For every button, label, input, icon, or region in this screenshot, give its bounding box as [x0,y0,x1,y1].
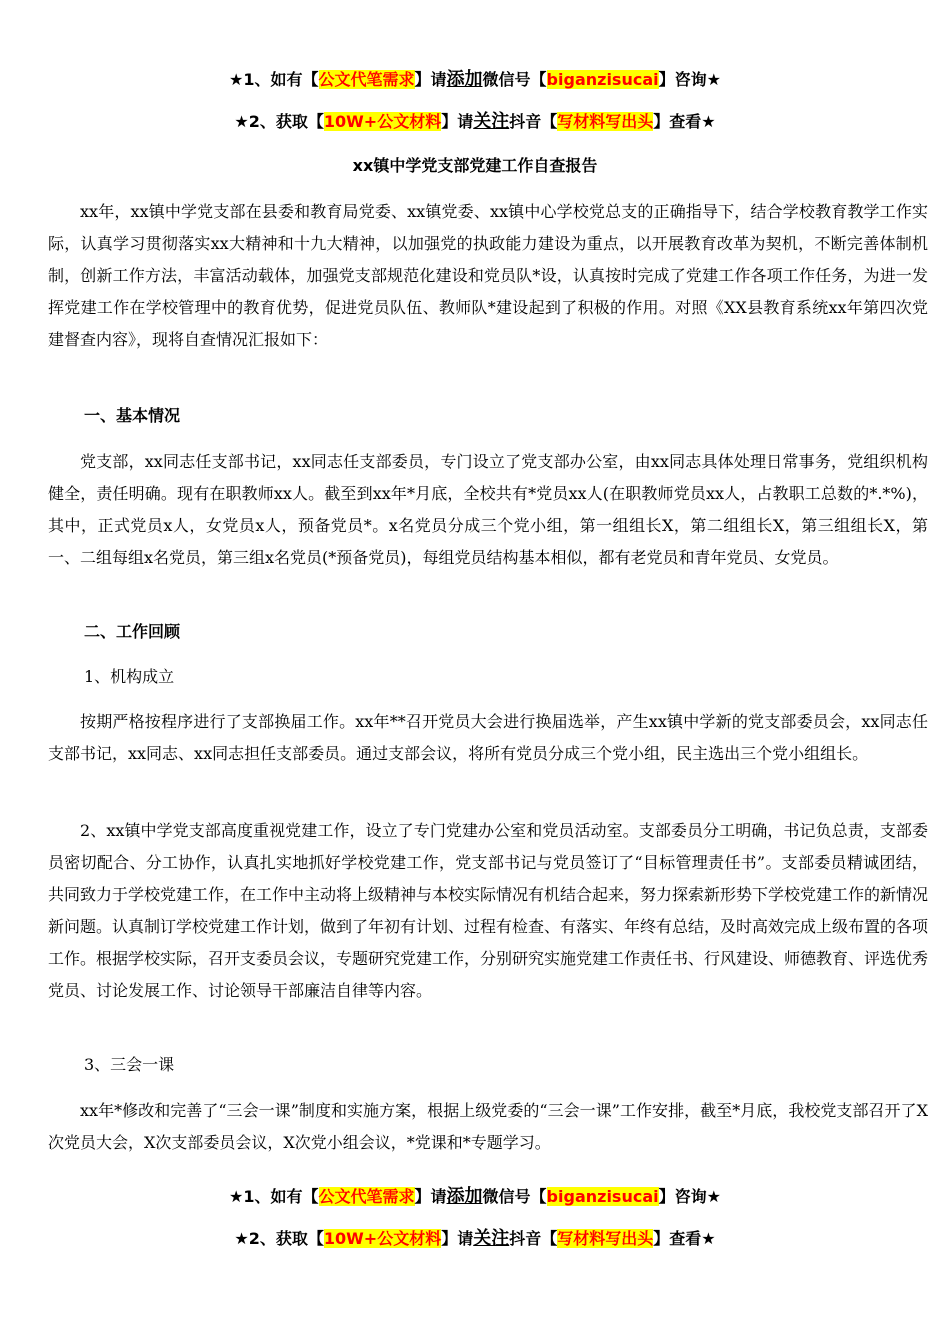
promo-text: 】请 [441,112,474,131]
promo-text: 抖音【 [509,112,558,131]
promo-text: ★2、获取【 [234,1229,324,1248]
paragraph-organization: 按期严格按程序进行了支部换届工作。xx年**召开党员大会进行换届选举，产生xx镇中学新的党支部委员会，xx同志任支部书记，xx同志、xx同志担任支部委员。通过支部会议，将所有党员分成三个党小组，民主选出三个党小组组长。 [48,712,928,763]
promo-text: 】查看★ [653,1229,716,1248]
promo-text: 微信号【 [482,70,547,89]
subheading-three-meetings: 3、三会一课 [84,1055,175,1074]
promo-text: ★2、获取【 [234,112,324,131]
promo-text: 】咨询★ [658,70,721,89]
promo-text: 】请 [414,70,447,89]
promo-line-1-bottom [0,1185,950,1209]
section-heading-basic: 一、基本情况 [84,406,181,425]
subheading-organization: 1、机构成立 [84,667,175,686]
promo-underline: 关注 [473,1228,510,1249]
promo-highlight: 10W+公文材料 [323,1229,442,1248]
promo-underline: 添加 [446,69,483,90]
paragraph-three-meetings: xx年*修改和完善了“三会一课”制度和实施方案，根据上级党委的“三会一课”工作安排，截至*月底，我校党支部召开了X次党员大会，X次支部委员会议，X次党小组会议，*党课和*专题学习。 [48,1101,928,1152]
paragraph-party-building: 2、xx镇中学党支部高度重视党建工作，设立了专门党建办公室和党员活动室。支部委员分工明确，书记负总责，支部委员密切配合、分工协作，认真扎实地抓好学校党建工作，党支部书记与党员签订了“目标管理责任书”。支部委员精诚团结，共同致力于学校党建工作，在工作中主动将上级精神与本校实际情况有机结合起来，努力探索新形势下学校党建工作的新情况新问题。认真制订学校党建工作计划，做到了年初有计划、过程有检查、有落实、年终有总结，及时高效完成上级布置的各项工作。根据学校实际，召开支委员会议，专题研究党建工作，分别研究实施党建工作责任书、行风建设、师德教育、评选优秀党员、讨论发展工作、讨论领导干部廉洁自律等内容。 [48,821,929,1000]
promo-highlight: 10W+公文材料 [323,112,442,131]
promo-line-2 [0,110,950,134]
promo-text: 抖音【 [509,1229,558,1248]
promo-text: 】请 [441,1229,474,1248]
section-heading-review: 二、工作回顾 [84,622,181,641]
promo-highlight: 公文代笔需求 [318,1187,415,1206]
promo-highlight: biganzisucai [546,1187,659,1206]
promo-line-2-bottom [0,1227,950,1251]
intro-paragraph: xx年，xx镇中学党支部在县委和教育局党委、xx镇党委、xx镇中心学校党总支的正确指导下，结合学校教育教学工作实际，认真学习贯彻落实xx大精神和十九大精神，以加强党的执政能力建设为重点，以开展教育改革为契机，不断完善体制机制，创新工作方法，丰富活动载体，加强党支部规范化建设和党员队*设，认真按时完成了党建工作各项工作任务，为进一发挥党建工作在学校管理中的教育优势，促进党员队伍、教师队*建设起到了积极的作用。对照《XX县教育系统xx年第四次党建督查内容》，现将自查情况汇报如下： [48,202,928,349]
promo-text: ★1、如有【 [229,1187,319,1206]
promo-highlight: 公文代笔需求 [318,70,415,89]
promo-text: ★1、如有【 [229,70,319,89]
section-paragraph-basic: 党支部，xx同志任支部书记，xx同志任支部委员，专门设立了党支部办公室，由xx同志具体处理日常事务，党组织机构健全，责任明确。现有在职教师xx人。截至到xx年*月底，全校共有*党员xx人(在职教师党员xx人，占教职工总数的*.*%)，其中，正式党员x人，女党员x人，预备党员*。x名党员分成三个党小组，第一组组长X，第二组组长X，第三组组长X，第一、二组每组x名党员，第三组x名党员(*预备党员)，每组党员结构基本相似，都有老党员和青年党员、女党员。 [48,452,928,567]
promo-underline: 关注 [473,111,510,132]
promo-highlight: biganzisucai [546,70,659,89]
promo-highlight: 写材料写出头 [557,1229,654,1248]
promo-text: 】咨询★ [658,1187,721,1206]
promo-text: 】请 [414,1187,447,1206]
promo-text: 微信号【 [482,1187,547,1206]
promo-highlight: 写材料写出头 [557,112,654,131]
promo-underline: 添加 [446,1186,483,1207]
promo-text: 】查看★ [653,112,716,131]
document-title: xx镇中学党支部党建工作自查报告 [352,156,598,175]
promo-line-1 [0,68,950,92]
